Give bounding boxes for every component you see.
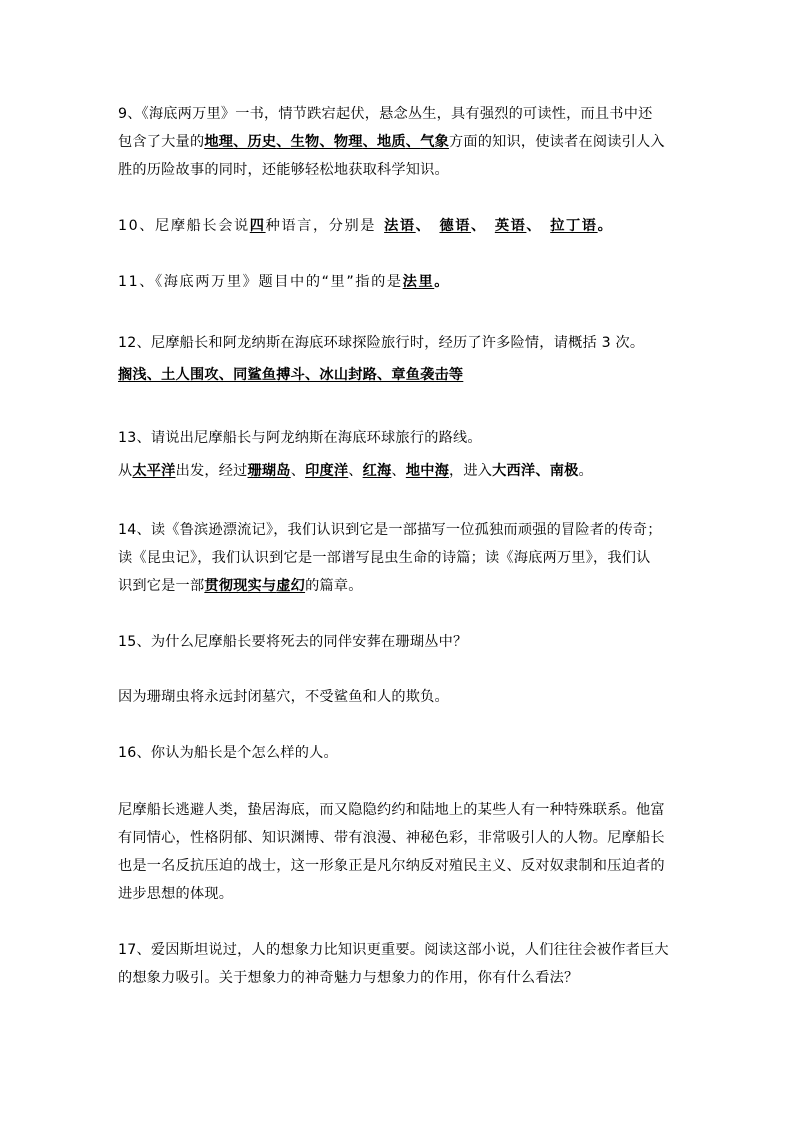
q9-separator: 、 xyxy=(362,134,378,150)
q15-answer xyxy=(118,687,449,707)
q13-separator: 、 xyxy=(290,463,306,479)
q16-answer-line-1 xyxy=(118,800,665,820)
q17-line-2 xyxy=(118,968,578,988)
q9-separator: 、 xyxy=(319,134,334,150)
q16-text: 有同情心，性格阴郁、知识渊博、带有浪漫、神秘色彩，非常吸引人的人物。尼摩船长 xyxy=(118,830,665,846)
q10-answer xyxy=(376,218,416,234)
q13-place: 珊瑚岛 xyxy=(247,463,291,479)
q13-separator: 、 xyxy=(391,463,406,479)
q13-place: 太平洋 xyxy=(132,463,176,479)
q9-line-1 xyxy=(118,104,652,124)
q10-text: 10、尼摩船长会说 xyxy=(118,218,250,234)
q10-language: 英语 xyxy=(494,218,527,234)
q10-separator: 、 xyxy=(415,218,432,234)
q13-question xyxy=(118,428,482,448)
q9-text: 9、《海底两万里》一书，情节跌宕起伏，悬念丛生，具有强烈的可读性，而且书中还 xyxy=(118,106,653,122)
q9-separator: 、 xyxy=(276,134,291,150)
q13-place: 印度洋 xyxy=(305,463,349,479)
q10-answer xyxy=(542,218,597,234)
q16-text: 进步思想的体现。 xyxy=(118,886,234,902)
q9-keyword: 地质 xyxy=(377,134,406,150)
q12-answer-line xyxy=(118,365,463,385)
q14-line-2 xyxy=(118,548,651,568)
q9-separator: 、 xyxy=(233,134,248,150)
q17-text: 17、爱因斯坦说过，人的想象力比知识更重要。阅读这部小说，人们往往会被作者巨大 xyxy=(118,942,669,958)
q13-separator: 、 xyxy=(348,463,363,479)
q12-question xyxy=(118,333,644,353)
q13-place: 红海 xyxy=(362,463,392,479)
q9-keyword: 物理 xyxy=(333,134,363,150)
q9-line-2 xyxy=(118,132,665,152)
q16-answer-line-4 xyxy=(118,884,233,904)
q14-text: 的篇章。 xyxy=(305,578,363,594)
q11-line xyxy=(118,272,450,292)
q10-text: 种语言，分别是 xyxy=(265,218,377,234)
q9-keyword: 气象 xyxy=(420,134,449,150)
q10-answer xyxy=(431,218,471,234)
q10-answer: 四 xyxy=(249,218,266,234)
q15-text: 15、为什么尼摩船长要将死去的同伴安葬在珊瑚丛中？ xyxy=(118,634,468,650)
q14-answer: 虚幻 xyxy=(276,578,306,594)
q14-text: 读《昆虫记》，我们认识到它是一部谱写昆虫生命的诗篇；读《海底两万里》，我们认 xyxy=(118,550,651,566)
q15-question xyxy=(118,632,467,652)
q13-text: 从 xyxy=(118,463,133,479)
q16-answer-line-2 xyxy=(118,828,665,848)
q10-separator: 、 xyxy=(471,218,487,234)
q10-language: 德语 xyxy=(439,218,472,234)
q10-separator: 、 xyxy=(526,218,543,234)
q13-answer-line xyxy=(118,461,593,481)
q9-text: 包含了大量的 xyxy=(118,134,205,150)
q16-text: 尼摩船长逃避人类，蛰居海底，而又隐隐约约和陆地上的某些人有一种特殊联系。他富 xyxy=(118,802,665,818)
q10-language: 法语 xyxy=(384,218,416,234)
q17-line-1 xyxy=(118,940,669,960)
q9-text: 方面的知识，使读者在阅读引人入 xyxy=(448,134,665,150)
q12-text: 12、尼摩船长和阿龙纳斯在海底环球探险旅行时，经历了许多险情，请概括 3 次。 xyxy=(118,335,645,351)
q17-text: 的想象力吸引。关于想象力的神奇魅力与想象力的作用，你有什么看法？ xyxy=(118,970,579,986)
q13-text: 13、请说出尼摩船长与阿龙纳斯在海底环球旅行的路线。 xyxy=(118,430,482,446)
q9-separator: 、 xyxy=(405,134,421,150)
q16-question xyxy=(118,743,338,763)
q13-text: ，进入 xyxy=(448,463,493,479)
q16-text: 也是一名反抗压迫的战士，这一形象正是凡尔纳反对殖民主义、反对奴隶制和压迫者的 xyxy=(118,858,665,874)
q11-text: 11、《海底两万里》题目中的“里”指的是 xyxy=(118,274,403,290)
q12-answer: 搁浅、土人围攻、同鲨鱼搏斗、冰山封路、章鱼袭击等 xyxy=(118,367,464,383)
q15-text: 因为珊瑚虫将永远封闭墓穴，不受鲨鱼和人的欺负。 xyxy=(118,689,449,705)
q13-place: 大西洋 xyxy=(492,463,536,479)
q10-answer xyxy=(487,218,527,234)
q10-line xyxy=(118,216,613,236)
q16-answer-line-3 xyxy=(118,856,665,876)
q14-line-3 xyxy=(118,576,363,596)
q13-text: 出发，经过 xyxy=(175,463,248,479)
q9-keyword: 生物 xyxy=(290,134,320,150)
q10-language: 拉丁语 xyxy=(550,218,598,234)
q14-text: 14、读《鲁滨逊漂流记》，我们认识到它是一部描写一位孤独而顽强的冒险者的传奇； xyxy=(118,522,662,538)
q16-text: 16、你认为船长是个怎么样的人。 xyxy=(118,745,338,761)
q14-text: 识到它是一部 xyxy=(118,578,205,594)
q14-line-1 xyxy=(118,520,662,540)
q13-place: 地中海 xyxy=(405,463,449,479)
q10-end: 。 xyxy=(597,218,614,234)
q9-keyword: 历史 xyxy=(247,134,277,150)
q13-separator: 、 xyxy=(535,463,550,479)
q13-place: 南极 xyxy=(549,463,579,479)
q9-line-3 xyxy=(118,160,449,180)
q9-text: 胜的历险故事的同时，还能够轻松地获取科学知识。 xyxy=(118,162,449,178)
q14-answer: 贯彻现实与 xyxy=(204,578,277,594)
q13-end: 。 xyxy=(578,463,593,479)
q11-end: 。 xyxy=(434,274,451,290)
q9-keyword: 地理 xyxy=(204,134,234,150)
q11-answer: 法里 xyxy=(402,274,435,290)
